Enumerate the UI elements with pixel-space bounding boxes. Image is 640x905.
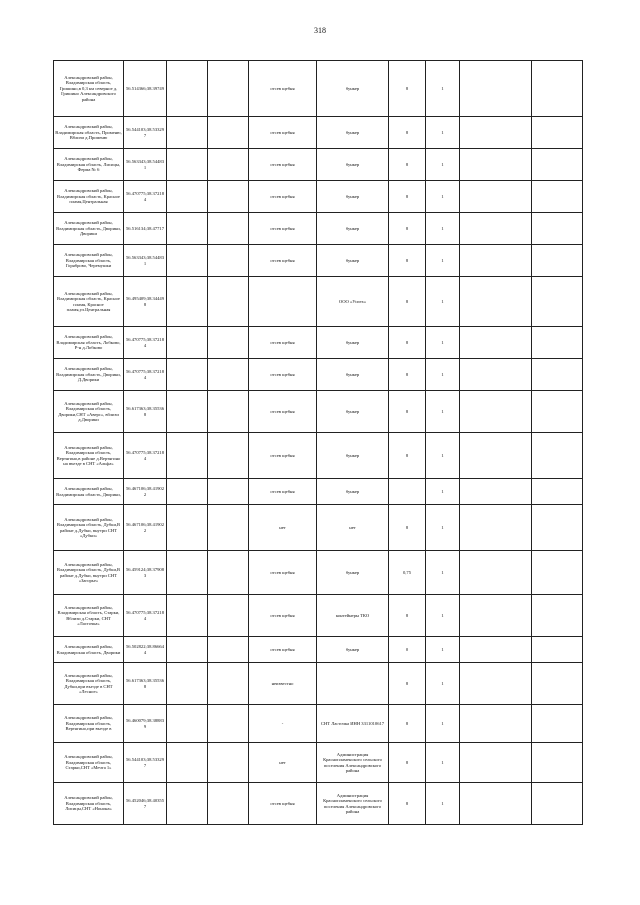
empty-cell [167, 181, 208, 213]
coords-cell: 56.544103;38.533297 [124, 117, 167, 149]
coords-cell: 56.617363;38.355368 [124, 391, 167, 433]
container-type-cell: бункер [317, 391, 389, 433]
base-cell: - [249, 705, 317, 743]
table-row [54, 743, 583, 783]
coords-cell: 56.563343;38.544831 [124, 245, 167, 277]
volume-cell: 8 [389, 277, 426, 327]
volume-cell: 8 [389, 181, 426, 213]
base-cell: отсев щебня [249, 181, 317, 213]
coords-cell: 56.617363;38.355368 [124, 663, 167, 705]
volume-cell: 8 [389, 505, 426, 551]
container-type-cell: Администрация Краснопламенского сельского поселения Александровского района [317, 743, 389, 783]
empty-cell [532, 277, 583, 327]
container-type-cell: нет [317, 505, 389, 551]
empty-cell [167, 391, 208, 433]
empty-cell [208, 359, 249, 391]
address-cell: Александровский район, Владимирская область, Дубки,при въезде в СНТ «Лесное» [54, 663, 124, 705]
empty-cell [208, 433, 249, 479]
empty-cell [460, 551, 532, 595]
address-cell: Александровский район, Владимирская область, Променю, Вблизи д.Променю [54, 117, 124, 149]
empty-cell [208, 117, 249, 149]
volume-cell: 0 [389, 637, 426, 663]
container-type-cell: бункер [317, 479, 389, 505]
table-row [54, 391, 583, 433]
empty-cell [460, 743, 532, 783]
base-cell: нет [249, 505, 317, 551]
table-row [54, 181, 583, 213]
count-cell: 1 [426, 705, 460, 743]
empty-cell [532, 479, 583, 505]
coords-cell: 56.544103;38.533297 [124, 743, 167, 783]
address-cell: Александровский район, Владимирская область, Дворики, [54, 479, 124, 505]
count-cell: 1 [426, 181, 460, 213]
count-cell: 1 [426, 327, 460, 359]
coords-cell: 56.470775;38.372184 [124, 359, 167, 391]
empty-cell [208, 61, 249, 117]
container-type-cell [317, 663, 389, 705]
address-cell: Александровский район, Владимирская область, Гришино,в 0,3 км северное д. Гришино Александровского района [54, 61, 124, 117]
count-cell: 1 [426, 245, 460, 277]
empty-cell [532, 61, 583, 117]
table-row [54, 505, 583, 551]
address-cell: Александровский район, Владимирская область, Лобково, Р-н д.Лобково [54, 327, 124, 359]
coords-cell: 56.470775;38.372184 [124, 433, 167, 479]
coords-cell: 56.452046;38.403557 [124, 783, 167, 825]
table-row [54, 359, 583, 391]
table-row [54, 479, 583, 505]
empty-cell [532, 391, 583, 433]
container-type-cell: бункер [317, 551, 389, 595]
coords-cell: 56.467106;38.419022 [124, 505, 167, 551]
empty-cell [532, 595, 583, 637]
page-number: 318 [314, 26, 326, 35]
empty-cell [208, 783, 249, 825]
empty-cell [532, 743, 583, 783]
address-cell: Александровский район, Владимирская область, Горяброво, Черемушки [54, 245, 124, 277]
empty-cell [532, 705, 583, 743]
count-cell: 1 [426, 277, 460, 327]
empty-cell [460, 61, 532, 117]
coords-cell: 56.470775;38.372184 [124, 595, 167, 637]
base-cell: отсев щебня [249, 117, 317, 149]
empty-cell [460, 359, 532, 391]
base-cell: отсев щебня [249, 551, 317, 595]
base-cell: отсев щебня [249, 327, 317, 359]
empty-cell [460, 505, 532, 551]
container-type-cell: бункер [317, 149, 389, 181]
empty-cell [167, 743, 208, 783]
empty-cell [208, 245, 249, 277]
empty-cell [167, 663, 208, 705]
empty-cell [532, 433, 583, 479]
container-type-cell: ООО «Успех» [317, 277, 389, 327]
base-cell: отсев щебня [249, 595, 317, 637]
base-cell: отсев щебня [249, 391, 317, 433]
empty-cell [532, 783, 583, 825]
base-cell: нет [249, 743, 317, 783]
base-cell: отсев щебня [249, 149, 317, 181]
container-type-cell: Администрация Краснопламенского сельского поселения Александровского района [317, 783, 389, 825]
coords-cell: 56.460079;38.388839 [124, 705, 167, 743]
base-cell: отсев щебня [249, 359, 317, 391]
count-cell: 1 [426, 61, 460, 117]
volume-cell: 8 [389, 743, 426, 783]
empty-cell [167, 245, 208, 277]
count-cell: 1 [426, 637, 460, 663]
table-row [54, 213, 583, 245]
empty-cell [532, 551, 583, 595]
table-row [54, 245, 583, 277]
empty-cell [167, 213, 208, 245]
empty-cell [208, 277, 249, 327]
registry-table [53, 60, 583, 825]
empty-cell [167, 117, 208, 149]
table-row [54, 61, 583, 117]
base-cell: отсев щебня [249, 783, 317, 825]
empty-cell [167, 327, 208, 359]
empty-cell [167, 637, 208, 663]
empty-cell [532, 359, 583, 391]
address-cell: Александровский район, Владимирская область, Старки,СНТ «Мечта 1» [54, 743, 124, 783]
address-cell: Александровский район, Владимирская область, Дубки,В районе д.Дубки, внутри СНТ «Загорье» [54, 551, 124, 595]
container-type-cell: бункер [317, 117, 389, 149]
empty-cell [532, 245, 583, 277]
empty-cell [167, 149, 208, 181]
empty-cell [208, 663, 249, 705]
empty-cell [532, 181, 583, 213]
empty-cell [532, 505, 583, 551]
container-type-cell: бункер [317, 359, 389, 391]
coords-cell: 56.516134;38.47717 [124, 213, 167, 245]
count-cell: 1 [426, 359, 460, 391]
empty-cell [460, 117, 532, 149]
address-cell: Александровский район, Владимирская область, Дворики,СНТ «Аверс», вблизи д.Дворики [54, 391, 124, 433]
base-cell: отсев щебня [249, 433, 317, 479]
container-type-cell: контейнеры ТКО [317, 595, 389, 637]
volume-cell: 8 [389, 663, 426, 705]
container-type-cell: бункер [317, 433, 389, 479]
base-cell: отсев щебня [249, 245, 317, 277]
volume-cell: 8 [389, 705, 426, 743]
count-cell: 1 [426, 551, 460, 595]
volume-cell: 8 [389, 433, 426, 479]
volume-cell: 8 [389, 245, 426, 277]
empty-cell [208, 505, 249, 551]
volume-cell: 8 [389, 61, 426, 117]
empty-cell [460, 637, 532, 663]
volume-cell: 8 [389, 359, 426, 391]
count-cell: 1 [426, 149, 460, 181]
empty-cell [208, 149, 249, 181]
coords-cell: 56.470775;38.372184 [124, 181, 167, 213]
empty-cell [167, 595, 208, 637]
volume-cell: 8 [389, 117, 426, 149]
empty-cell [460, 705, 532, 743]
count-cell: 1 [426, 117, 460, 149]
empty-cell [208, 213, 249, 245]
volume-cell [389, 479, 426, 505]
empty-cell [460, 433, 532, 479]
table-row [54, 117, 583, 149]
volume-cell: 0,75 [389, 551, 426, 595]
base-cell: отсев щебня [249, 61, 317, 117]
count-cell: 1 [426, 595, 460, 637]
empty-cell [460, 277, 532, 327]
address-cell: Александровский район, Владимирская область, Вертягино,при въезде в [54, 705, 124, 743]
base-cell [249, 277, 317, 327]
table-row [54, 595, 583, 637]
table-row [54, 327, 583, 359]
address-cell: Александровский район, Владимирская область, Красное пламя,Центральная [54, 181, 124, 213]
empty-cell [167, 551, 208, 595]
volume-cell: 8 [389, 149, 426, 181]
empty-cell [532, 213, 583, 245]
table-row [54, 433, 583, 479]
table-row [54, 663, 583, 705]
volume-cell: 8 [389, 213, 426, 245]
base-cell: отсев щебня [249, 213, 317, 245]
empty-cell [167, 705, 208, 743]
volume-cell: 8 [389, 327, 426, 359]
count-cell: 1 [426, 391, 460, 433]
empty-cell [460, 149, 532, 181]
empty-cell [167, 277, 208, 327]
coords-cell: 56.514366;38.39749 [124, 61, 167, 117]
table-row [54, 149, 583, 181]
base-cell: неизвестно [249, 663, 317, 705]
count-cell: 1 [426, 213, 460, 245]
empty-cell [208, 551, 249, 595]
container-type-cell: бункер [317, 327, 389, 359]
table-row [54, 783, 583, 825]
empty-cell [532, 327, 583, 359]
empty-cell [208, 595, 249, 637]
address-cell: Александровский район, Владимирская область, Дворики [54, 637, 124, 663]
coords-cell: 56.495409;38.344498 [124, 277, 167, 327]
container-type-cell: бункер [317, 61, 389, 117]
empty-cell [460, 479, 532, 505]
count-cell: 1 [426, 743, 460, 783]
coords-cell: 56.563343;38.544831 [124, 149, 167, 181]
empty-cell [208, 391, 249, 433]
container-type-cell: бункер [317, 637, 389, 663]
volume-cell: 8 [389, 783, 426, 825]
empty-cell [460, 213, 532, 245]
table-row [54, 705, 583, 743]
empty-cell [460, 327, 532, 359]
empty-cell [460, 663, 532, 705]
coords-cell: 56.470775;38.372184 [124, 327, 167, 359]
address-cell: Александровский район, Владимирская область, Красное пламя, Красное пламя,ул.Центральная [54, 277, 124, 327]
empty-cell [532, 663, 583, 705]
volume-cell: 8 [389, 391, 426, 433]
empty-cell [208, 327, 249, 359]
empty-cell [532, 117, 583, 149]
empty-cell [167, 505, 208, 551]
empty-cell [460, 391, 532, 433]
table-body [54, 61, 583, 825]
base-cell: отсев щебня [249, 479, 317, 505]
container-type-cell: бункер [317, 245, 389, 277]
address-cell: Александровский район, Владимирская область, Дворики, Д.Дворики [54, 359, 124, 391]
empty-cell [208, 181, 249, 213]
empty-cell [460, 783, 532, 825]
empty-cell [460, 245, 532, 277]
empty-cell [208, 637, 249, 663]
empty-cell [532, 149, 583, 181]
container-type-cell: СНТ Ласточка ИНН 3311010617 [317, 705, 389, 743]
coords-cell: 56.502822;38.866644 [124, 637, 167, 663]
empty-cell [208, 705, 249, 743]
coords-cell: 56.467106;38.419022 [124, 479, 167, 505]
count-cell: 1 [426, 783, 460, 825]
volume-cell: 8 [389, 595, 426, 637]
address-cell: Александровский район, Владимирская область, Вертягино,в районе д.Вертягино на въезде в СНТ «Альфа» [54, 433, 124, 479]
address-cell: Александровский район, Владимирская область, Дубки,В районе д.Дубки, внутри СНТ «Дубки» [54, 505, 124, 551]
address-cell: Александровский район, Владимирская область, Лисицы,СНТ «Нонона» [54, 783, 124, 825]
coords-cell: 56.459124;38.379083 [124, 551, 167, 595]
count-cell: 1 [426, 433, 460, 479]
empty-cell [167, 479, 208, 505]
empty-cell [167, 61, 208, 117]
container-type-cell: бункер [317, 213, 389, 245]
table-row [54, 637, 583, 663]
empty-cell [460, 181, 532, 213]
empty-cell [208, 479, 249, 505]
empty-cell [167, 783, 208, 825]
empty-cell [460, 595, 532, 637]
count-cell: 1 [426, 479, 460, 505]
empty-cell [208, 743, 249, 783]
address-cell: Александровский район, Владимирская область, Лисицы, Ферма № 6 [54, 149, 124, 181]
count-cell: 1 [426, 663, 460, 705]
base-cell: отсев щебня [249, 637, 317, 663]
count-cell: 1 [426, 505, 460, 551]
table-row [54, 277, 583, 327]
empty-cell [167, 433, 208, 479]
address-cell: Александровский район, Владимирская область, Дворики, Дворики [54, 213, 124, 245]
container-type-cell: бункер [317, 181, 389, 213]
table-row [54, 551, 583, 595]
empty-cell [532, 637, 583, 663]
address-cell: Александровский район, Владимирская область, Старки, Вблизи д.Старки, СНТ «Ласточка» [54, 595, 124, 637]
empty-cell [167, 359, 208, 391]
